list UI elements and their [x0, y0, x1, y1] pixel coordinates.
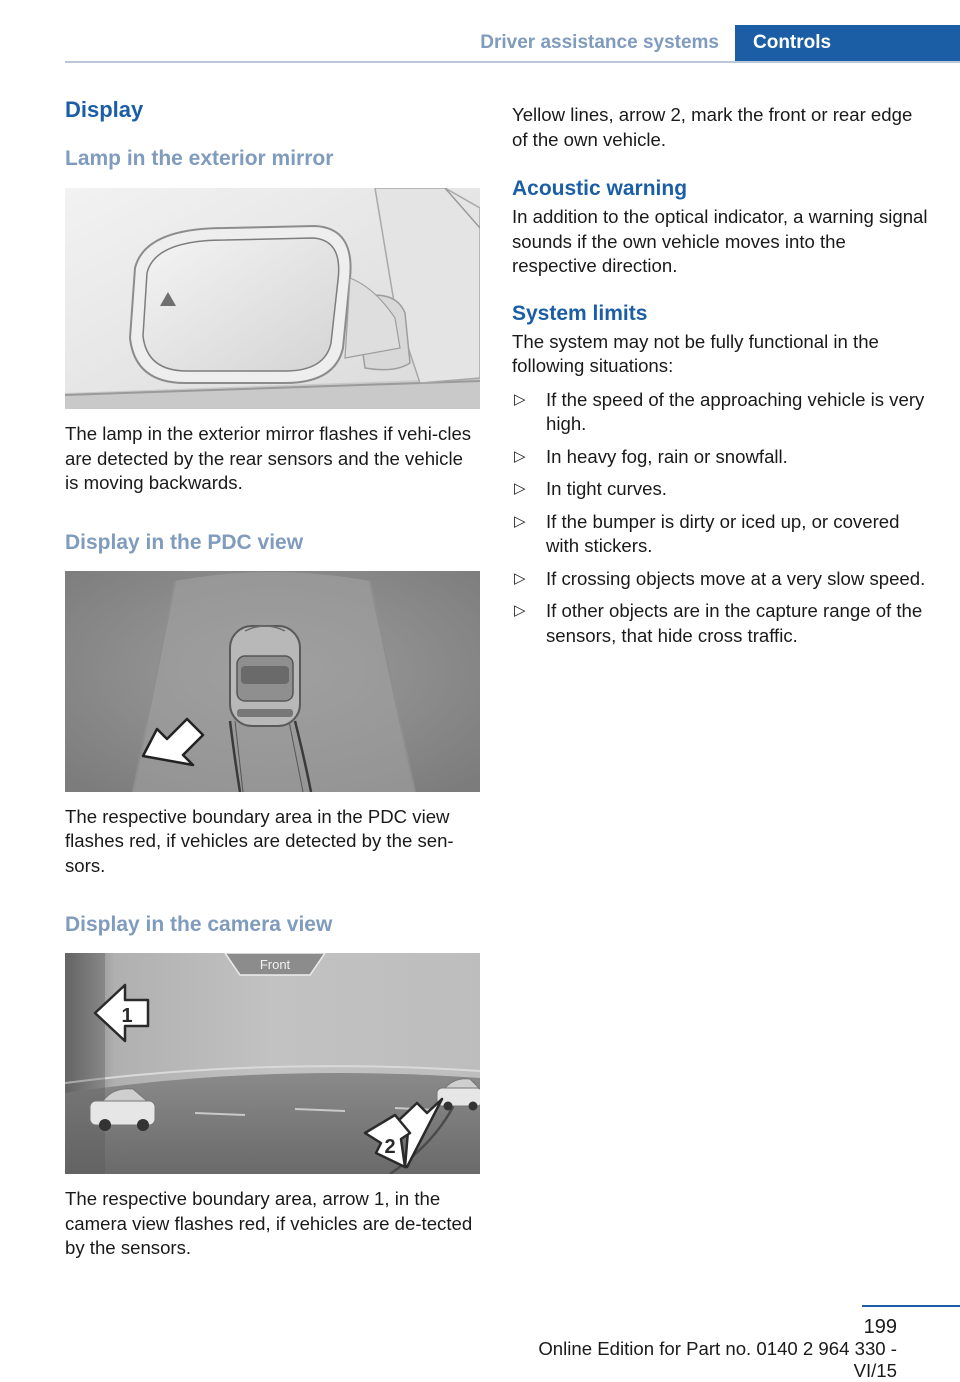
bullet-triangle-icon: ▷	[514, 447, 526, 465]
list-item-text: If the speed of the approaching vehicle is very high.	[546, 388, 925, 434]
list-item-text: In tight curves.	[546, 478, 667, 499]
bullet-triangle-icon: ▷	[514, 602, 526, 619]
footer-divider	[862, 1305, 960, 1307]
camera-arrow-1-label: 1	[121, 1005, 133, 1027]
figure-pdc-view	[65, 571, 480, 792]
camera-arrow-2-label: 2	[384, 1136, 396, 1158]
bullet-triangle-icon: ▷	[514, 480, 526, 497]
list-item	[512, 388, 932, 437]
system-limits-list	[512, 388, 932, 649]
figure-exterior-mirror	[65, 188, 480, 409]
paragraph-pdc-view: The respective boundary area in the PDC view flashes red, if vehicles are detected by the sen-sors.	[65, 805, 454, 876]
footer-edition: Online Edition for Part no. 0140 2 964 330 - VI/15	[538, 1338, 897, 1381]
list-item	[512, 477, 932, 502]
list-item-text: If crossing objects move at a very slow speed.	[546, 567, 926, 589]
section-heading-display: Display	[65, 97, 144, 122]
heading-acoustic-warning: Acoustic warning	[512, 177, 688, 200]
list-item-text: If other objects are in the capture range of the sensors, that hide cross traffic.	[546, 600, 923, 646]
header-chapter-tab: Controls	[735, 25, 960, 61]
header-section-title: Driver assistance systems	[480, 32, 719, 53]
page-number: 199	[863, 1316, 897, 1338]
bullet-triangle-icon: ▷	[514, 512, 526, 530]
list-item	[512, 445, 932, 470]
figure-camera-view	[65, 953, 480, 1174]
left-column	[65, 95, 480, 1261]
heading-system-limits: System limits	[512, 301, 648, 325]
list-item-text: In heavy fog, rain or snowfall.	[546, 445, 788, 467]
header-divider	[65, 61, 960, 63]
subheading-pdc-view: Display in the PDC view	[65, 530, 304, 554]
paragraph-system-limits-intro: The system may not be fully functional in the following situations:	[512, 330, 879, 376]
list-item	[512, 567, 932, 592]
paragraph-mirror-lamp: The lamp in the exterior mirror flashes if vehi-cles are detected by the rear sensors and the vehicle is moving backwards.	[65, 423, 472, 493]
paragraph-yellow-lines: Yellow lines, arrow 2, mark the front or rear edge of the own vehicle.	[512, 104, 913, 150]
list-item	[512, 599, 932, 648]
bullet-triangle-icon: ▷	[514, 569, 526, 587]
list-item-text: If the bumper is dirty or iced up, or covered with stickers.	[546, 510, 900, 556]
paragraph-camera-view: The respective boundary area, arrow 1, in the camera view flashes red, if vehicles are de-tected by the sensors.	[65, 1188, 473, 1258]
right-column	[512, 95, 932, 656]
subheading-camera-view: Display in the camera view	[65, 913, 333, 936]
paragraph-acoustic-warning: In addition to the optical indicator, a warning signal sounds if the own vehicle moves into the respective direction.	[512, 206, 928, 276]
subheading-exterior-mirror: Lamp in the exterior mirror	[65, 147, 334, 170]
camera-front-label: Front	[259, 957, 291, 972]
list-item	[512, 510, 932, 559]
bullet-triangle-icon: ▷	[514, 390, 526, 408]
